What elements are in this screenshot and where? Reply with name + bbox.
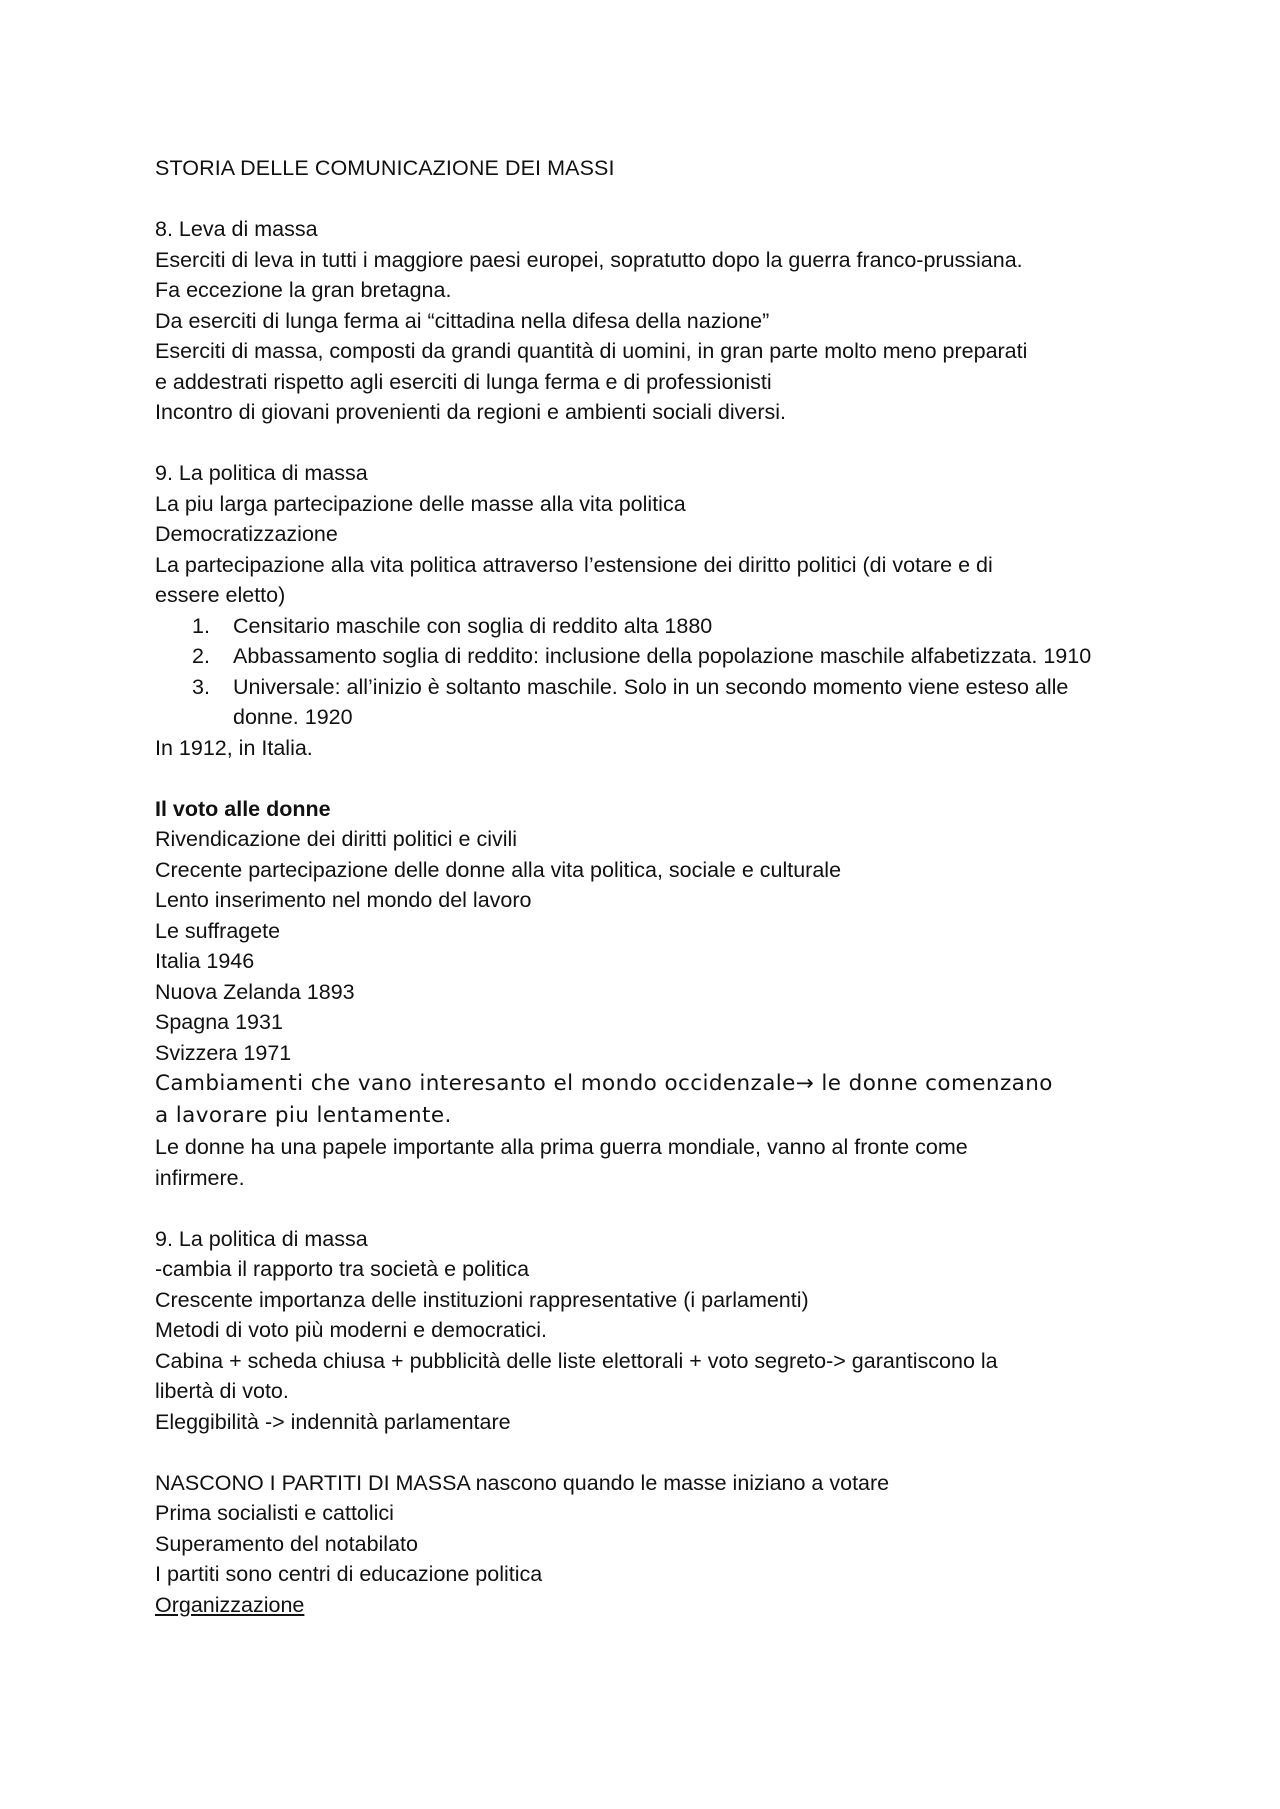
spacer (155, 763, 1155, 794)
spacer (155, 184, 1155, 215)
underlined-heading: Organizzazione (155, 1592, 305, 1617)
text-line: I partiti sono centri di educazione politica (155, 1562, 543, 1586)
suffrage-list (155, 611, 1155, 733)
section-heading-voto: Il voto alle donne (155, 796, 331, 821)
document-title: STORIA DELLE COMUNICAZIONE DEI MASSI (155, 156, 615, 180)
document-page (155, 153, 1155, 1620)
text-line: Fa eccezione la gran bretagna. (155, 278, 452, 302)
text-line: essere eletto) (155, 583, 286, 607)
list-number: 1. (192, 613, 210, 638)
text-line: Democratizzazione (155, 522, 338, 546)
text-line: -cambia il rapporto tra società e politica (155, 1257, 530, 1281)
spacer (155, 1193, 1155, 1224)
text-line: Da eserciti di lunga ferma ai “cittadina nella difesa della nazione” (155, 308, 770, 333)
text-line: infirmere. (155, 1165, 245, 1190)
text-line: Rivendicazione dei diritti politici e civili (155, 827, 518, 851)
text-line: Le donne ha una papele importante alla prima guerra mondiale, vanno al fronte come (155, 1135, 968, 1159)
text-line: Incontro di giovani provenienti da regioni e ambienti sociali diversi. (155, 400, 787, 424)
text-line: Eserciti di leva in tutti i maggiore paesi europei, sopratutto dopo la guerra franco-prussiana. (155, 247, 1023, 272)
text-line: e addestrati rispetto agli eserciti di lunga ferma e di professionisti (155, 369, 772, 394)
text-line: libertà di voto. (155, 1379, 289, 1403)
list-text: Abbassamento soglia di reddito: inclusione della popolazione maschile alfabetizzata. 1910 (233, 644, 1092, 668)
section-heading-politica: 9. La politica di massa (155, 461, 368, 485)
text-line: La partecipazione alla vita politica attraverso l’estensione dei diritto politici (di votare e di (155, 552, 993, 577)
list-item (155, 641, 1133, 672)
text-line-alt-font: a lavorare piu lentamente. (155, 1103, 452, 1128)
text-line: Superamento del notabilato (155, 1531, 418, 1556)
list-number: 2. (192, 644, 210, 668)
list-item (155, 611, 1173, 642)
list-item (155, 672, 1133, 733)
text-line: Spagna 1931 (155, 1010, 283, 1034)
section-heading-partiti: NASCONO I PARTITI DI MASSA nascono quando le masse iniziano a votare (155, 1470, 890, 1495)
text-line: Svizzera 1971 (155, 1040, 292, 1065)
text-line: Cabina + scheda chiusa + pubblicità delle liste elettorali + voto segreto-> garantiscono la (155, 1348, 998, 1373)
section-heading-leva: 8. Leva di massa (155, 217, 318, 241)
section-heading-politica-2: 9. La politica di massa (155, 1226, 368, 1251)
text-line-alt-font: Cambiamenti che vano interesanto el mondo occidenzale→ le donne comenzano (155, 1071, 1053, 1096)
spacer (155, 1437, 1155, 1468)
list-number: 3. (192, 674, 210, 699)
text-line: Crescente importanza delle instituzioni rappresentative (i parlamenti) (155, 1287, 809, 1312)
text-line: La piu larga partecipazione delle masse alla vita politica (155, 491, 686, 516)
text-line: Crecente partecipazione delle donne alla vita politica, sociale e culturale (155, 857, 842, 882)
text-line: Prima socialisti e cattolici (155, 1501, 394, 1525)
text-line: Metodi di voto più moderni e democratici. (155, 1318, 547, 1342)
text-line: Nuova Zelanda 1893 (155, 979, 355, 1004)
text-line: Eserciti di massa, composti da grandi quantità di uomini, in gran parte molto meno preparati (155, 339, 1028, 363)
text-line: Eleggibilità -> indennità parlamentare (155, 1409, 511, 1434)
spacer (155, 428, 1155, 459)
text-line: Lento inserimento nel mondo del lavoro (155, 888, 532, 912)
text-line: In 1912, in Italia. (155, 735, 313, 760)
text-line: Italia 1946 (155, 949, 255, 973)
list-text: Universale: all’inizio è soltanto maschile. Solo in un secondo momento viene esteso alle donne. 1920 (233, 674, 1069, 729)
list-text: Censitario maschile con soglia di reddito alta 1880 (233, 613, 713, 638)
text-line: Le suffragete (155, 918, 281, 943)
